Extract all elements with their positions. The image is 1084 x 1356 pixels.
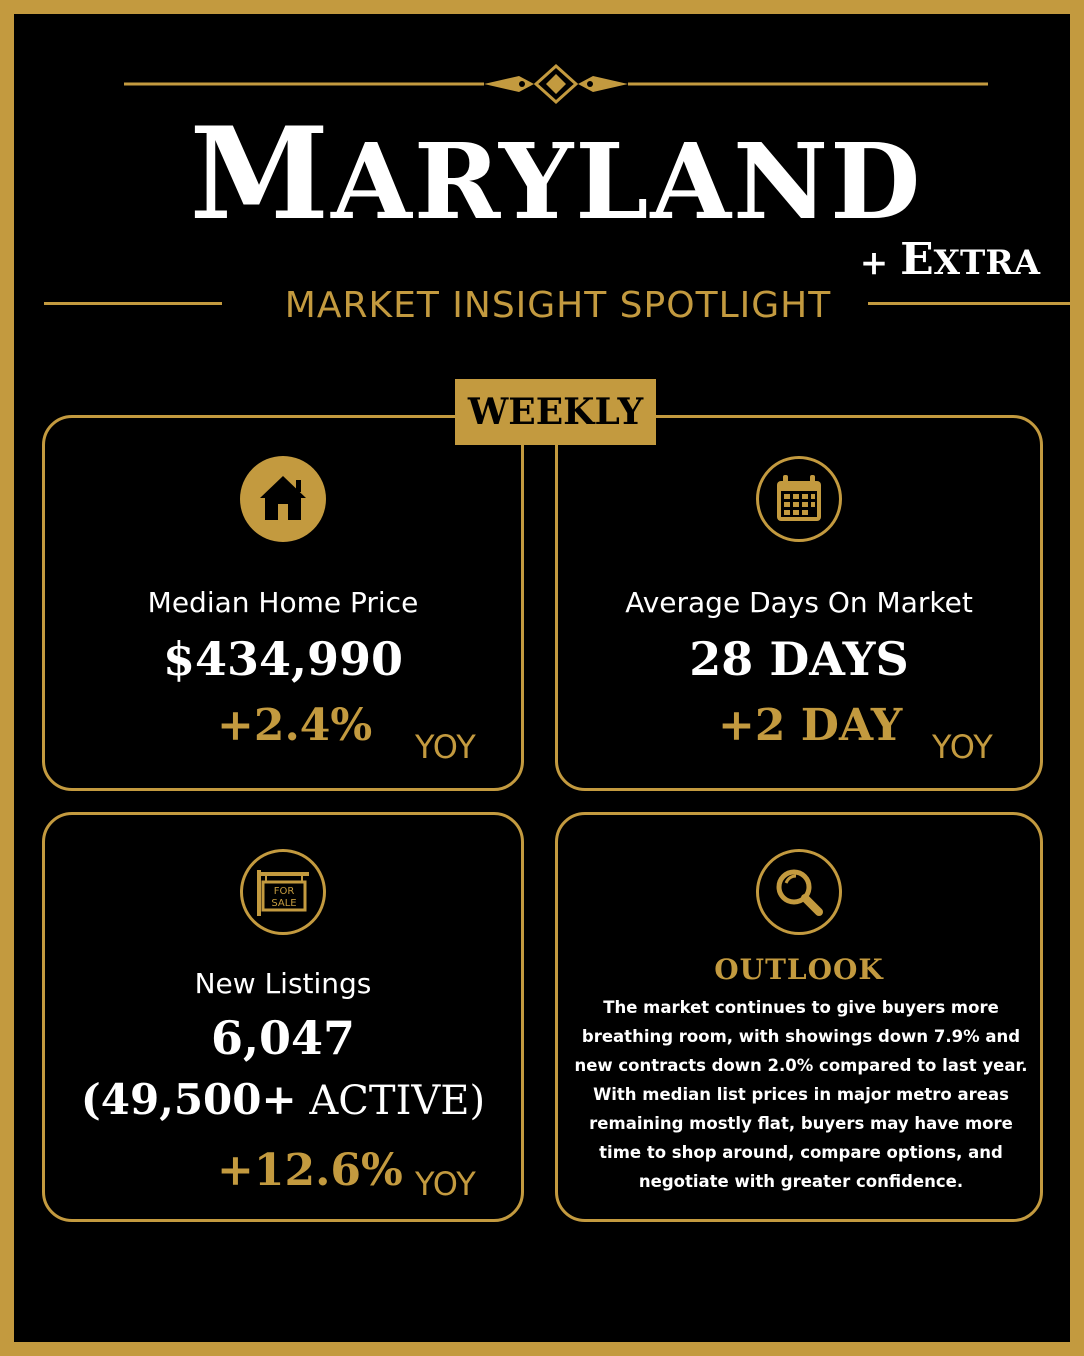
outlook-title: OUTLOOK <box>714 953 884 986</box>
days-on-market-card <box>555 415 1043 791</box>
magnifier-icon <box>756 849 842 935</box>
median-price-period: YOY <box>415 728 476 766</box>
new-listings-card <box>42 812 524 1222</box>
median-price-label: Median Home Price <box>147 586 419 619</box>
days-on-market-period: YOY <box>932 728 993 766</box>
svg-text:FOR: FOR <box>273 886 295 897</box>
days-on-market-label: Average Days On Market <box>625 586 973 619</box>
new-listings-label: New Listings <box>194 967 372 1000</box>
page-subtitle: MARKET INSIGHT SPOTLIGHT <box>284 285 832 326</box>
extra-label: + EXTRA <box>859 234 1040 285</box>
for-sale-sign-icon <box>240 849 326 935</box>
active-listings-count: (49,500+ <box>80 1075 297 1124</box>
new-listings-change: +12.6% <box>217 1145 403 1196</box>
outlook-text: The market continues to give buyers more breathing room, with showings down 7.9% and new contracts down 2.0% compared to last year. With median list prices in major metro areas remaining mostly flat, buyers may have more time to shop around, compare options, and negotiate with greater confidence. <box>574 998 1028 1191</box>
svg-text:SALE: SALE <box>271 898 297 909</box>
outlook-card <box>555 812 1043 1222</box>
active-listings <box>45 1075 521 1124</box>
days-on-market-change: +2 DAY <box>718 700 903 751</box>
new-listings-period: YOY <box>415 1165 476 1203</box>
calendar-icon <box>756 456 842 542</box>
active-listings-label: ACTIVE) <box>309 1078 486 1124</box>
page-title: MARYLAND <box>189 100 923 248</box>
median-price-change: +2.4% <box>217 700 373 751</box>
subtitle-row <box>44 282 1072 330</box>
house-icon <box>240 456 326 542</box>
days-on-market-value: 28 DAYS <box>689 632 909 686</box>
new-listings-value: 6,047 <box>210 1011 356 1065</box>
median-price-value: $434,990 <box>162 632 404 686</box>
median-price-card <box>42 415 524 791</box>
weekly-badge: WEEKLY <box>455 379 656 445</box>
